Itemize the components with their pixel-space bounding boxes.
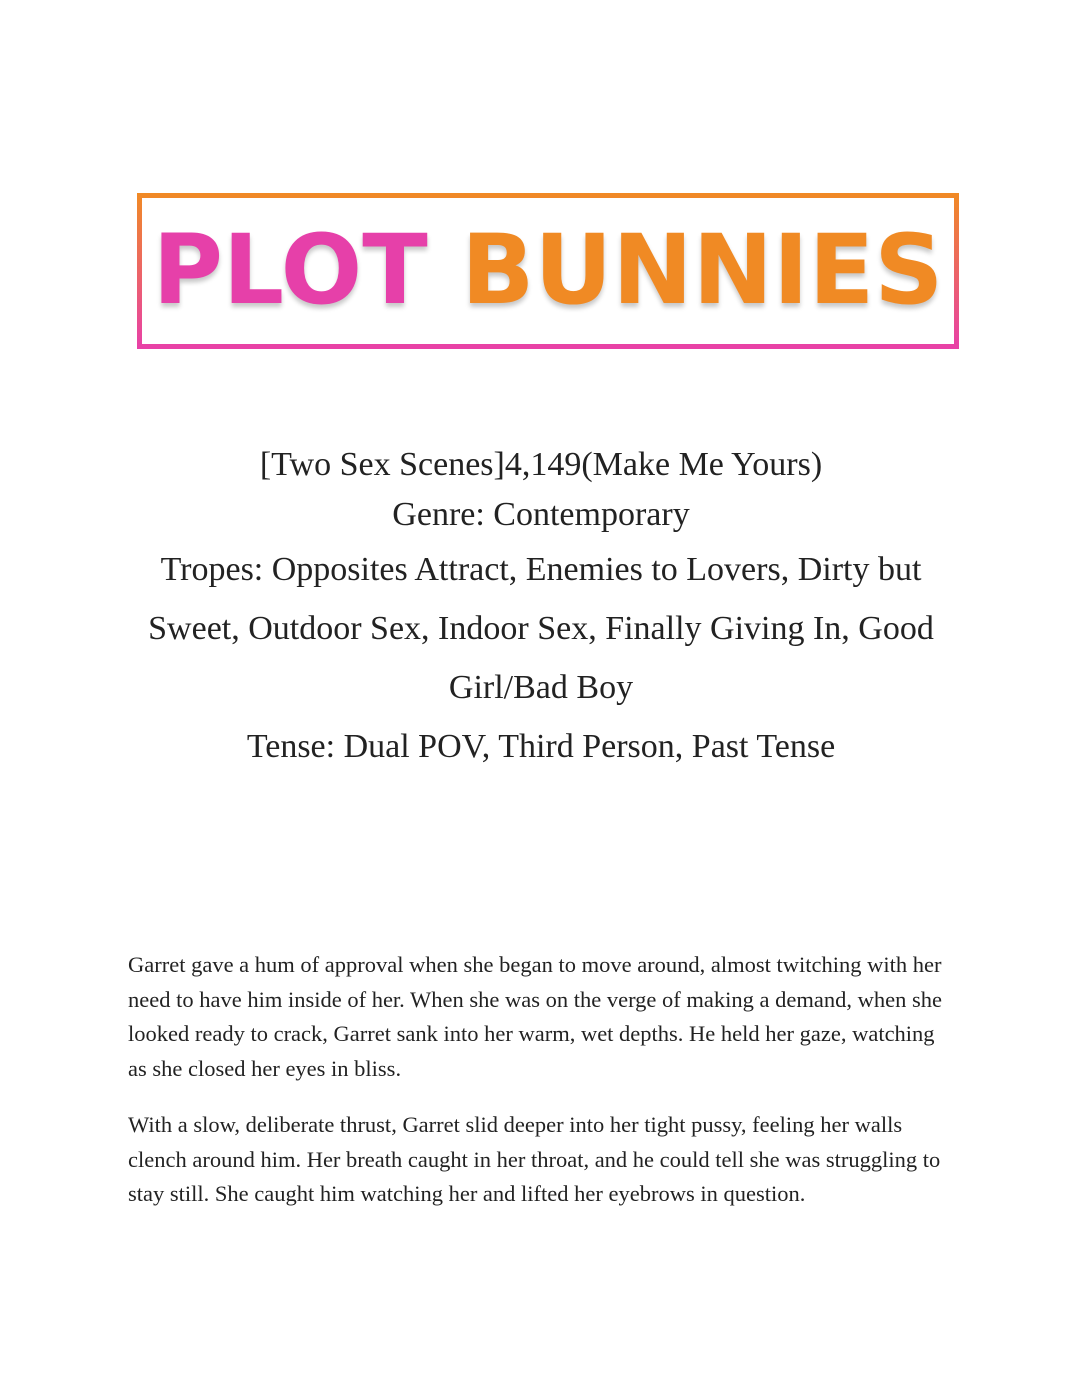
- logo-word-bunnies: BUNNIES: [461, 214, 944, 326]
- logo-text: [142, 214, 954, 326]
- excerpt: [128, 948, 948, 1234]
- tense-line: Tense: Dual POV, Third Person, Past Tense: [246, 728, 836, 765]
- genre-line: Genre: Contemporary: [392, 496, 690, 533]
- story-metadata: [120, 440, 962, 776]
- excerpt-paragraph-1: Garret gave a hum of approval when she began to move around, almost twitching with her need to have him inside of her. When she was on the verge of making a demand, when she looked ready to crack, Garret sank into her warm, wet depths. He held her gaze, watching as she closed her eyes in bliss.: [128, 952, 942, 1081]
- story-title-line: [Two Sex Scenes]4,149(Make Me Yours): [259, 446, 823, 483]
- tropes-line: Tropes: Opposites Attract, Enemies to Lovers, Dirty but Sweet, Outdoor Sex, Indoor Sex, Finally Giving In, Good Girl/Bad Boy: [148, 551, 934, 706]
- logo: [137, 193, 959, 349]
- excerpt-paragraph-2: With a slow, deliberate thrust, Garret slid deeper into her tight pussy, feeling her walls clench around him. Her breath caught in her throat, and he could tell she was struggling to stay still. She caught him watching her and lifted her eyebrows in question.: [128, 1112, 941, 1206]
- logo-word-plot: PLOT: [152, 214, 428, 326]
